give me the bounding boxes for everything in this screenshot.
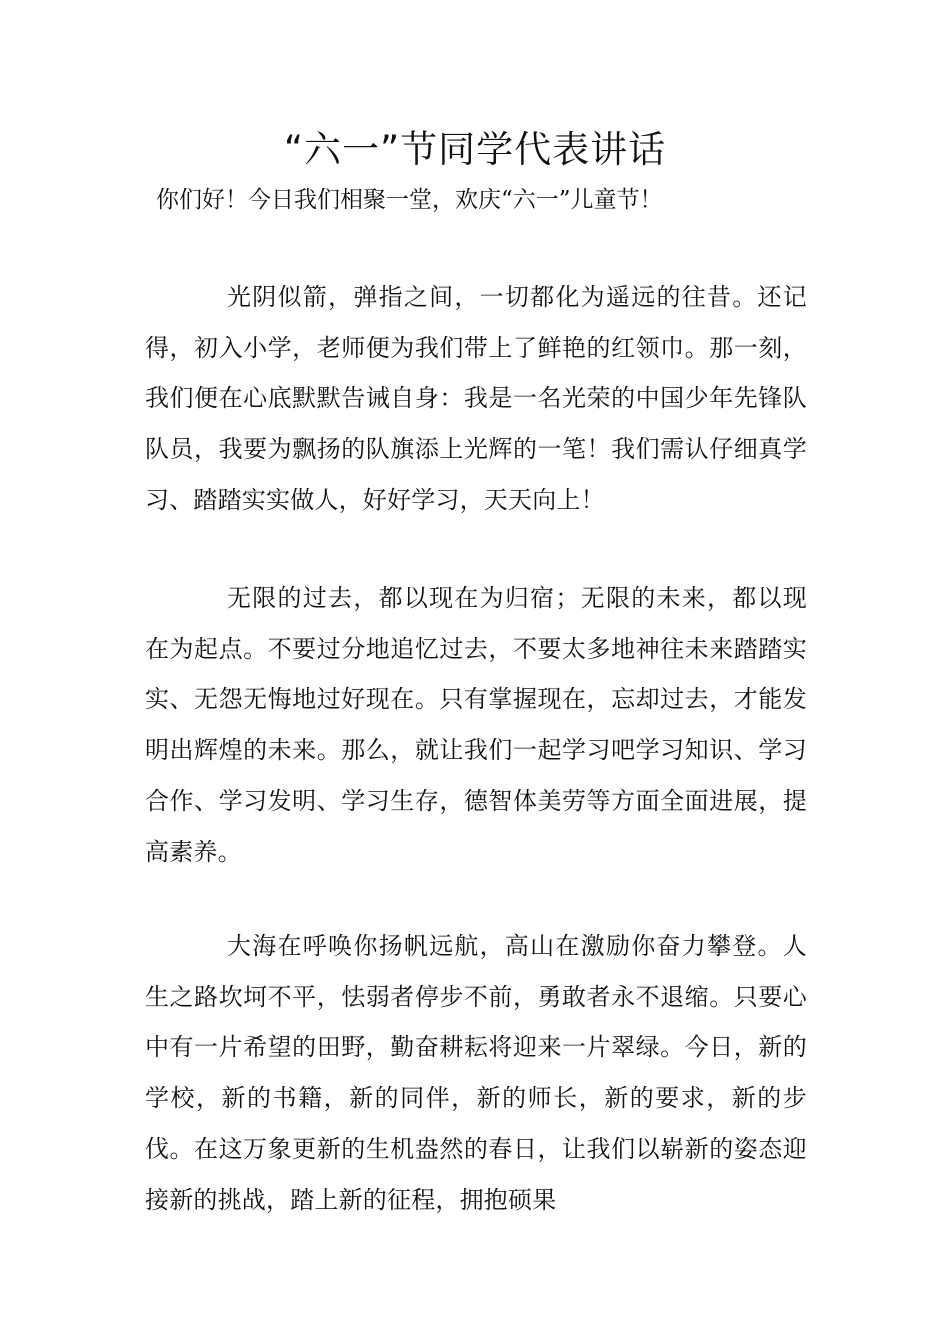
document-title: “六一”节同学代表讲话 <box>283 128 667 171</box>
paragraph-2: 无限的过去，都以现在为归宿；无限的未来，都以现在为起点。不要过分地追忆过去，不要太多地神往未来踏踏实实、无怨无悔地过好现在。只有掌握现在，忘却过去，才能发明出辉煌的未来。那么，就让我们一起学习吧学习知识、学习合作、学习发明、学习生存，德智体美劳等方面全面进展，提高素养。 <box>145 584 807 866</box>
greeting-line: 你们好！今日我们相聚一堂，欢庆“六一”儿童节！ <box>156 187 663 213</box>
paragraph-1: 光阴似箭，弹指之间，一切都化为遥远的往昔。还记得，初入小学，老师便为我们带上了鲜艳的红领巾。那一刻，我们便在心底默默告诫自身：我是一名光荣的中国少年先锋队队员，我要为飘扬的队旗添上光辉的一笔！我们需认仔细真学习、踏踏实实做人，好好学习，天天向上！ <box>145 283 807 514</box>
paragraph-3: 大海在呼唤你扬帆远航，高山在激励你奋力攀登。人生之路坎坷不平，怯弱者停步不前，勇敢者永不退缩。只要心中有一片希望的田野，勤奋耕耘将迎来一片翠绿。今日，新的学校，新的书籍，新的同伴，新的师长，新的要求，新的步伐。在这万象更新的生机盎然的春日，让我们以崭新的姿态迎接新的挑战，踏上新的征程，拥抱硕果 <box>145 932 807 1214</box>
